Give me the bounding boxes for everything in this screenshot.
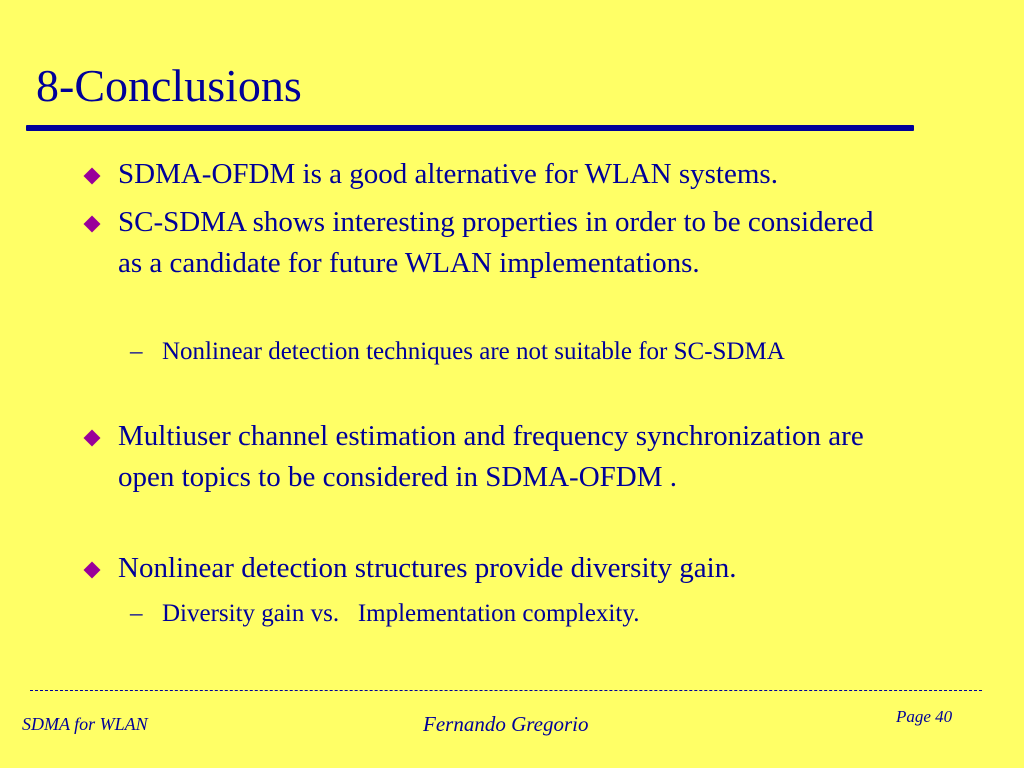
dash-marker-icon: – xyxy=(130,338,143,365)
footer-presentation-title: SDMA for WLAN xyxy=(22,714,148,734)
bullet-item-1: SDMA-OFDM is a good alternative for WLAN systems. xyxy=(118,158,778,190)
footer-divider xyxy=(30,690,982,691)
sub-item-4-1: Diversity gain vs. Implementation complexity. xyxy=(162,600,640,627)
footer-author: Fernando Gregorio xyxy=(423,712,589,736)
bullet-item-4: Nonlinear detection structures provide diversity gain. xyxy=(118,552,737,584)
footer-page-number: Page 40 xyxy=(896,707,953,726)
diamond-bullet-icon xyxy=(84,562,101,579)
dash-marker-icon: – xyxy=(130,600,143,627)
slide-title: 8-Conclusions xyxy=(36,60,302,111)
bullet-item-2: SC-SDMA shows interesting properties in order to be considered as a candidate for future WLAN implementations. xyxy=(118,206,874,279)
diamond-bullet-icon xyxy=(84,216,101,233)
diamond-bullet-icon xyxy=(84,430,101,447)
title-underline xyxy=(26,125,914,131)
diamond-bullet-icon xyxy=(84,168,101,185)
sub-item-2-1: Nonlinear detection techniques are not suitable for SC-SDMA xyxy=(162,338,785,365)
bullet-item-3: Multiuser channel estimation and frequency synchronization are open topics to be considered in SDMA-OFDM . xyxy=(118,420,864,493)
